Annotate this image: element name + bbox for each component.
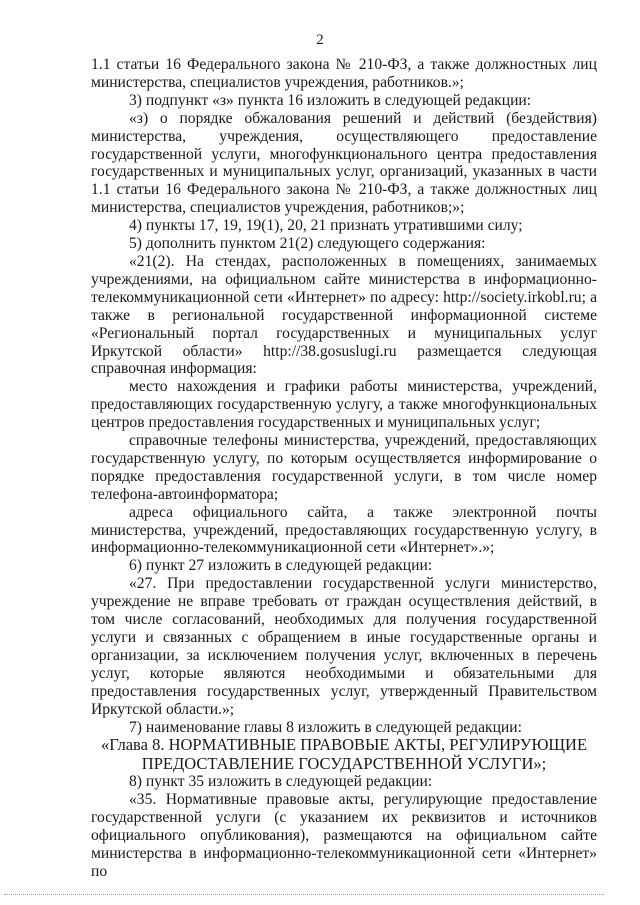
paragraph-item-7: 7) наименование главы 8 изложить в следующей редакции: — [129, 718, 522, 736]
paragraph-item-6: 6) пункт 27 изложить в следующей редакции: — [129, 557, 433, 575]
paragraph-website-info: адреса официального сайта, а также электронной почты министерства, учреждений, предоставляющих государственную услугу, в информационно-телекоммуникационной сети «Интернет».»; — [91, 503, 597, 557]
paragraph-item-8: 8) пункт 35 изложить в следующей редакции: — [129, 773, 433, 791]
chapter-heading: «Глава 8. НОРМАТИВНЫЕ ПРАВОВЫЕ АКТЫ, РЕГУЛИРУЮЩИЕ ПРЕДОСТАВЛЕНИЕ ГОСУДАРСТВЕННОЙ УСЛУГИ»; — [100, 735, 588, 773]
paragraph-continuation: 1.1 статьи 16 Федерального закона № 210-ФЗ, а также должностных лиц министерства, специалистов учреждения, работников.»; — [91, 56, 597, 91]
footer-divider — [4, 894, 604, 895]
paragraph-quote-27: «27. При предоставлении государственной услуги министерство, учреждение не вправе требовать от граждан осуществления действий, в том числе согласований, необходимых для получения государственной услуги и связанных с обращением в иные государственные органы и организации, за исключением получения услуг, включенных в перечень услуг, которые являются необходимыми и обязательными для предоставления государственных услуг, утвержденный Правительством Иркутской области.»; — [91, 575, 597, 718]
paragraph-quote-z: «з) о порядке обжалования решений и действий (бездействия) министерства, учреждения, осуществляющего предоставление государственной услуги, многофункционального центра предоставления государственных и муниципальных услуг, организаций, указанных в части 1.1 статьи 16 Федерального закона № 210-ФЗ, а также должностных лиц министерства, специалистов учреждения, работников;»; — [91, 109, 597, 217]
paragraph-item-4: 4) пункты 17, 19, 19(1), 20, 21 признать утратившими силу; — [129, 217, 523, 235]
paragraph-quote-35: «35. Нормативные правовые акты, регулирующие предоставление государственной услуги (с указанием их реквизитов и источников официального опубликования), размещаются на официальном сайте министерства в информационно-телекоммуникационной сети «Интернет» по — [91, 791, 597, 880]
paragraph-item-5: 5) дополнить пунктом 21(2) следующего содержания: — [129, 235, 486, 253]
document-body — [91, 56, 597, 881]
paragraph-phone-info: справочные телефоны министерства, учреждений, предоставляющих государственную услугу, по которым осуществляется информирование о порядке предоставления государственной услуги, в том числе номер телефона-автоинформатора; — [91, 432, 597, 503]
paragraph-location-info: место нахождения и графики работы министерства, учреждений, предоставляющих государственную услугу, а также многофункциональных центров предоставления государственных и муниципальных услуг; — [91, 378, 597, 432]
page-number: 2 — [316, 32, 324, 48]
paragraph-item-3: 3) подпункт «з» пункта 16 изложить в следующей редакции: — [129, 91, 532, 109]
paragraph-quote-21-2: «21(2). На стендах, расположенных в помещениях, занимаемых учреждениями, на официальном сайте министерства в информационно-телекоммуникационной сети «Интернет» по адресу: http://society.irkobl.ru; а также в региональной государственной информационной системе «Региональный портал государственных и муниципальных услуг Иркутской области» http://38.gosuslugi.ru размещается следующая справочная информация: — [91, 252, 597, 378]
